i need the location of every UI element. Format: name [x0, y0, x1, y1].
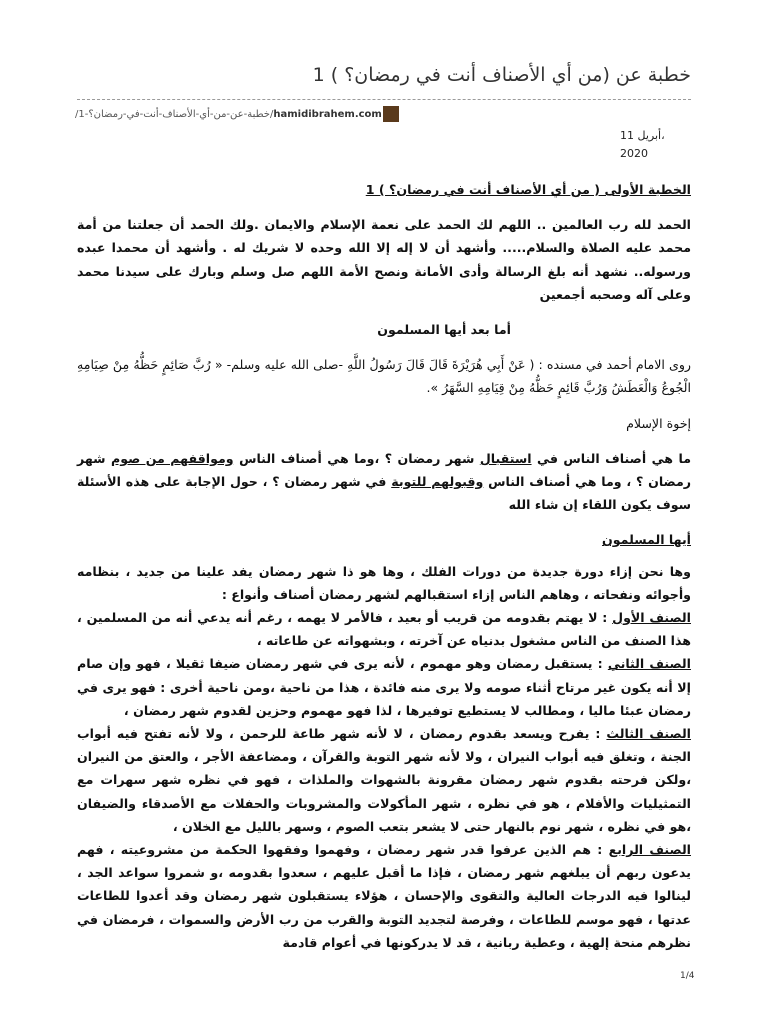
q-text-6: وقبولهم للتوبة	[391, 474, 484, 490]
type-2-paragraph	[77, 652, 691, 722]
type-4-label: الصنف الرابع	[608, 842, 691, 858]
q-text-1: ما هي أصناف الناس في	[531, 450, 692, 466]
article-body	[77, 178, 691, 954]
type-3-paragraph	[77, 722, 691, 838]
type-4-text: : هم الذين عرفوا قدر شهر رمضان ، وفهموا وفقهوا الحكمة من مشروعيته ، فهم يدعون ربهم أن يبلغهم شهر رمضان ، فإذا ما أقبل عليهم ، سعدوا بقدومه ،و شمروا سواعد الجد ، لينالوا فيه الدرجات العالية والتقوى والإحسان ، هؤلاء يستقبلون شهر رمضان وقد أعدوا للطاعات عدتها ، فهو موسم للطاعات ، وفرصة لتجديد التوبة والقرب من رب الأرض والسموات ، فرمضان في نظرهم منحة إلهية ، وعطية ربانية ، قد لا يدركونها في أعوام قادمة	[77, 842, 691, 950]
type-1-label: الصنف الأول	[612, 610, 691, 626]
type-3-text: : يفرح ويسعد بقدوم رمضان ، لا لأنه شهر طاعة للرحمن ، ولا لأنه تفتح فيه أبواب الجنة ، وتغلق فيه أبواب النيران ، ولا لأنه شهر التوبة والقرآن ، ومضاعفة الأجر ، والعتق من النيران ،ولكن فرحته بقدوم شهر رمضان مقرونة بالشهوات والملذات ، فهو في نظره شهر سهرات مع التمثيليات والأفلام ، هو في نظره ، شهر المأكولات والمشروبات والحفلات مع الأصدقاء والضيفان ،هو في نظره ، شهر نوم بالنهار حتى لا يشعر بتعب الصوم ، وسهر بالليل مع الخلان ،	[77, 726, 691, 834]
type-1-text: : لا يهتم بقدومه من قريب أو بعيد ، فالأمر لا يهمه ، رغم أنه يدعي أنه من المسلمين ، هذا الصنف من الناس مشغول بدنياه عن آخرته ، وبشهواته عن طاعاته ،	[77, 610, 691, 649]
article-heading: الخطبة الأولى ( من أي الأصناف أنت في رمضان؟ ) 1	[365, 182, 691, 197]
page-number: 1/4	[680, 971, 695, 981]
source-link-row[interactable]	[75, 106, 399, 122]
amma-baad-line: أما بعد أيها المسلمون	[377, 322, 511, 338]
q-text-4: ومواقفهم من صوم	[110, 450, 234, 466]
source-path[interactable]: /خطبة-عن-من-أي-الأصناف-أنت-في-رمضان؟-1/	[75, 108, 274, 120]
type-2-label: الصنف الثاني	[607, 656, 691, 672]
source-domain[interactable]: hamidibrahem.com	[273, 108, 382, 120]
type-3-label: الصنف الثالث	[606, 726, 691, 742]
type-2-text: : يستقبل رمضان وهو مهموم ، لأنه يرى في شهر رمضان ضيفا ثقيلا ، فهو وإن صام إلا أنه يكون غير مرتاح أثناء صومه ولا يرى منه فائدة ، هذا من ناحية ،ومن ناحية أخرى : فهو يرى في رمضان عبئا ماليا ، ومطالب لا يستطيع توفيرها ، لذا فهو مهموم وحزين لقدوم شهر رمضان ،	[77, 656, 691, 718]
q-text-5: شهر رمضان ؟ ، وما هي أصناف الناس	[77, 450, 692, 490]
date-year: 2020	[620, 147, 648, 160]
date-day-month: 11 أبريل،	[620, 129, 665, 142]
q-text-7: في شهر رمضان ؟ ، حول الإجابة على هذه الأسئلة سوف يكون اللقاء إن شاء الله	[77, 474, 691, 513]
brothers-line: إخوة الإسلام	[626, 415, 691, 431]
post-date	[620, 127, 730, 163]
page-title: خطبة عن (من أي الأصناف أنت في رمضان؟ ) 1	[312, 64, 691, 86]
muslims-heading: أيها المسلمون	[601, 532, 691, 548]
title-divider	[77, 99, 691, 100]
intro-paragraph: الحمد لله رب العالمين .. اللهم لك الحمد على نعمة الإسلام والايمان .ولك الحمد أن جعلتنا من أمة محمد عليه الصلاة والسلام..... وأشهد أن لا إله إلا الله وحده لا شريك له . وأشهد أن محمدا عبده ورسوله.. نشهد أنه بلغ الرسالة وأدى الأمانة ونصح الأمة اللهم صل وسلم وبارك على سيدنا محمد وعلى آله وصحبه أجمعين	[77, 217, 691, 302]
site-favicon-icon	[383, 106, 399, 122]
q-text-3: شهر رمضان ؟ ،وما هي أصناف الناس	[233, 450, 480, 466]
types-intro: وها نحن إزاء دورة جديدة من دورات الفلك ، وها هو ذا شهر رمضان يفد علينا من جديد ، بنظامه وأجوائه ونفحاته ، وهاهم الناس إزاء استقبالهم لشهر رمضان أصناف وأنواع :	[77, 563, 691, 602]
type-4-paragraph	[77, 838, 691, 954]
questions-paragraph	[77, 447, 691, 517]
q-text-2: استقبال	[479, 450, 532, 466]
source-url[interactable]	[75, 109, 382, 120]
type-1-paragraph	[77, 606, 691, 652]
hadith-paragraph: روى الامام أحمد في مسنده : ( عَنْ أَبِي هُرَيْرَةَ قَالَ قَالَ رَسُولُ اللَّهِ -صلى الله عليه وسلم- « رُبَّ صَائِمٍ حَظُّهُ مِنْ صِيَامِهِ الْجُوعُ وَالْعَطَشُ وَرُبَّ قَائِمٍ حَظُّهُ مِنْ قِيَامِهِ السَّهَرُ ».	[77, 357, 691, 396]
